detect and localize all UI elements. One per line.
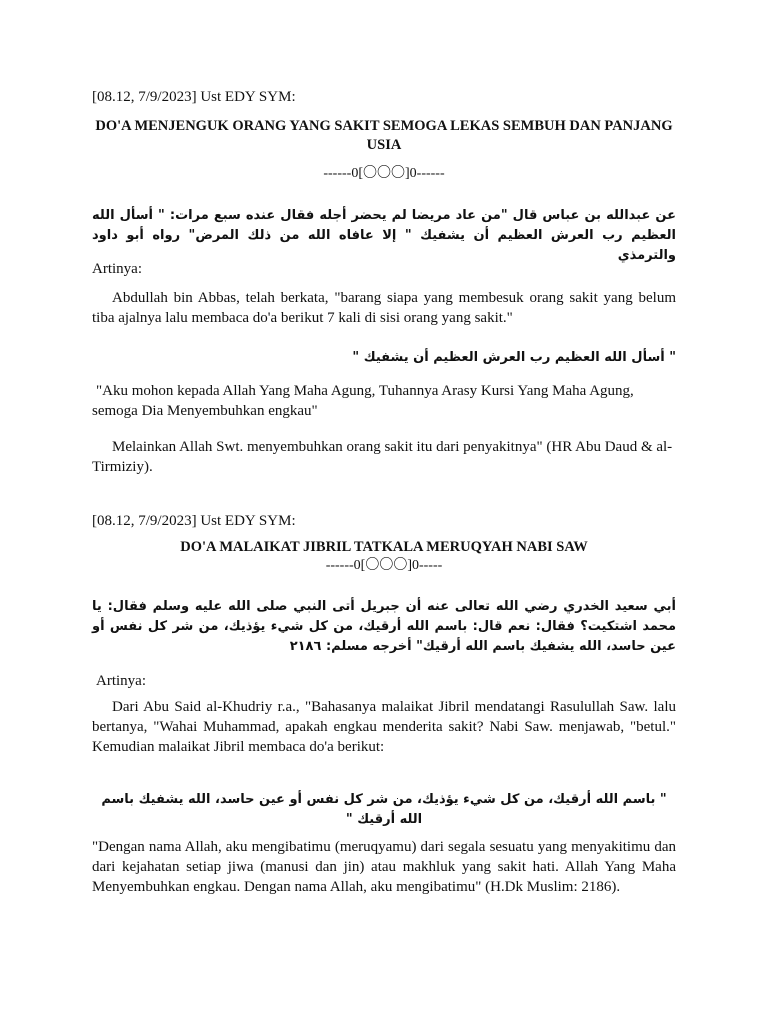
section2-header: [08.12, 7/9/2023] Ust EDY SYM:	[92, 513, 296, 529]
section1-arabic-hadith: عن عبدالله بن عباس قال "من عاد مريضا لم يحضر أجله فقال عنده سبع مرات: " أسأل الله العظيم رب العرش العظيم أن يشفيك " إلا عافاه الله من ذلك المرض" رواه أبو داود والترمذي	[92, 208, 676, 263]
section1-closing: Melainkan Allah Swt. menyembuhkan orang sakit itu dari penyakitnya" (HR Abu Daud & al-Tirmiziy).	[92, 439, 673, 475]
section1-artinya-label: Artinya:	[92, 261, 142, 277]
section2-arabic-doa: " باسم الله أرقيك، من كل شيء يؤذيك، من شر كل نفس أو عين حاسد، الله يشفيك باسم الله أرقيك "	[101, 792, 667, 827]
section2-title: DO'A MALAIKAT JIBRIL TATKALA MERUQYAH NABI SAW	[180, 539, 588, 555]
section1-separator: ------0[〇〇〇]0------	[323, 166, 445, 181]
section2-artinya-label: Artinya:	[96, 673, 146, 689]
section2-arabic-hadith: أبي سعيد الخدري رضي الله تعالى عنه أن جبريل أتى النبي صلى الله عليه وسلم فقال: يا محمد اشتكيت؟ فقال: نعم قال: باسم الله أرقيك، من كل شيء يؤذيك، من شر كل نفس أو عين حاسد، الله يشفيك باسم الله أرقيك" أخرجه مسلم: ٢١٨٦	[92, 599, 676, 654]
section1-doa-meaning: "Aku mohon kepada Allah Yang Maha Agung, Tuhannya Arasy Kursi Yang Maha Agung, semoga Dia Menyembuhkan engkau"	[92, 383, 634, 419]
section2-doa-meaning: "Dengan nama Allah, aku mengibatimu (meruqyamu) dari segala sesuatu yang menyakitimu dan dari kejahatan setiap jiwa (manusi dan jin) atau makhluk yang sakit hati. Allah Yang Maha Menyembuhkan engkau. Dengan nama Allah, aku mengibatimu" (H.Dk Muslim: 2186).	[92, 839, 676, 895]
section2-translation: Dari Abu Said al-Khudriy r.a., "Bahasanya malaikat Jibril mendatangi Rasulullah Saw. lalu bertanya, "Wahai Muhammad, apakah engkau menderita sakit? Nabi Saw. menjawab, "betul." Kemudian malaikat Jibril membaca do'a berikut:	[92, 699, 676, 755]
section1-translation: Abdullah bin Abbas, telah berkata, "barang siapa yang membesuk orang sakit yang belum tiba ajalnya lalu membaca do'a berikut 7 kali di sisi orang yang sakit."	[92, 290, 676, 326]
section2-separator: ------0[〇〇〇]0-----	[325, 558, 443, 573]
section1-title: DO'A MENJENGUK ORANG YANG SAKIT SEMOGA LEKAS SEMBUH DAN PANJANG USIA	[95, 118, 673, 153]
section1-header: [08.12, 7/9/2023] Ust EDY SYM:	[92, 89, 296, 105]
section1-arabic-doa: " أسأل الله العظيم رب العرش العظيم أن يشفيك "	[352, 350, 676, 365]
